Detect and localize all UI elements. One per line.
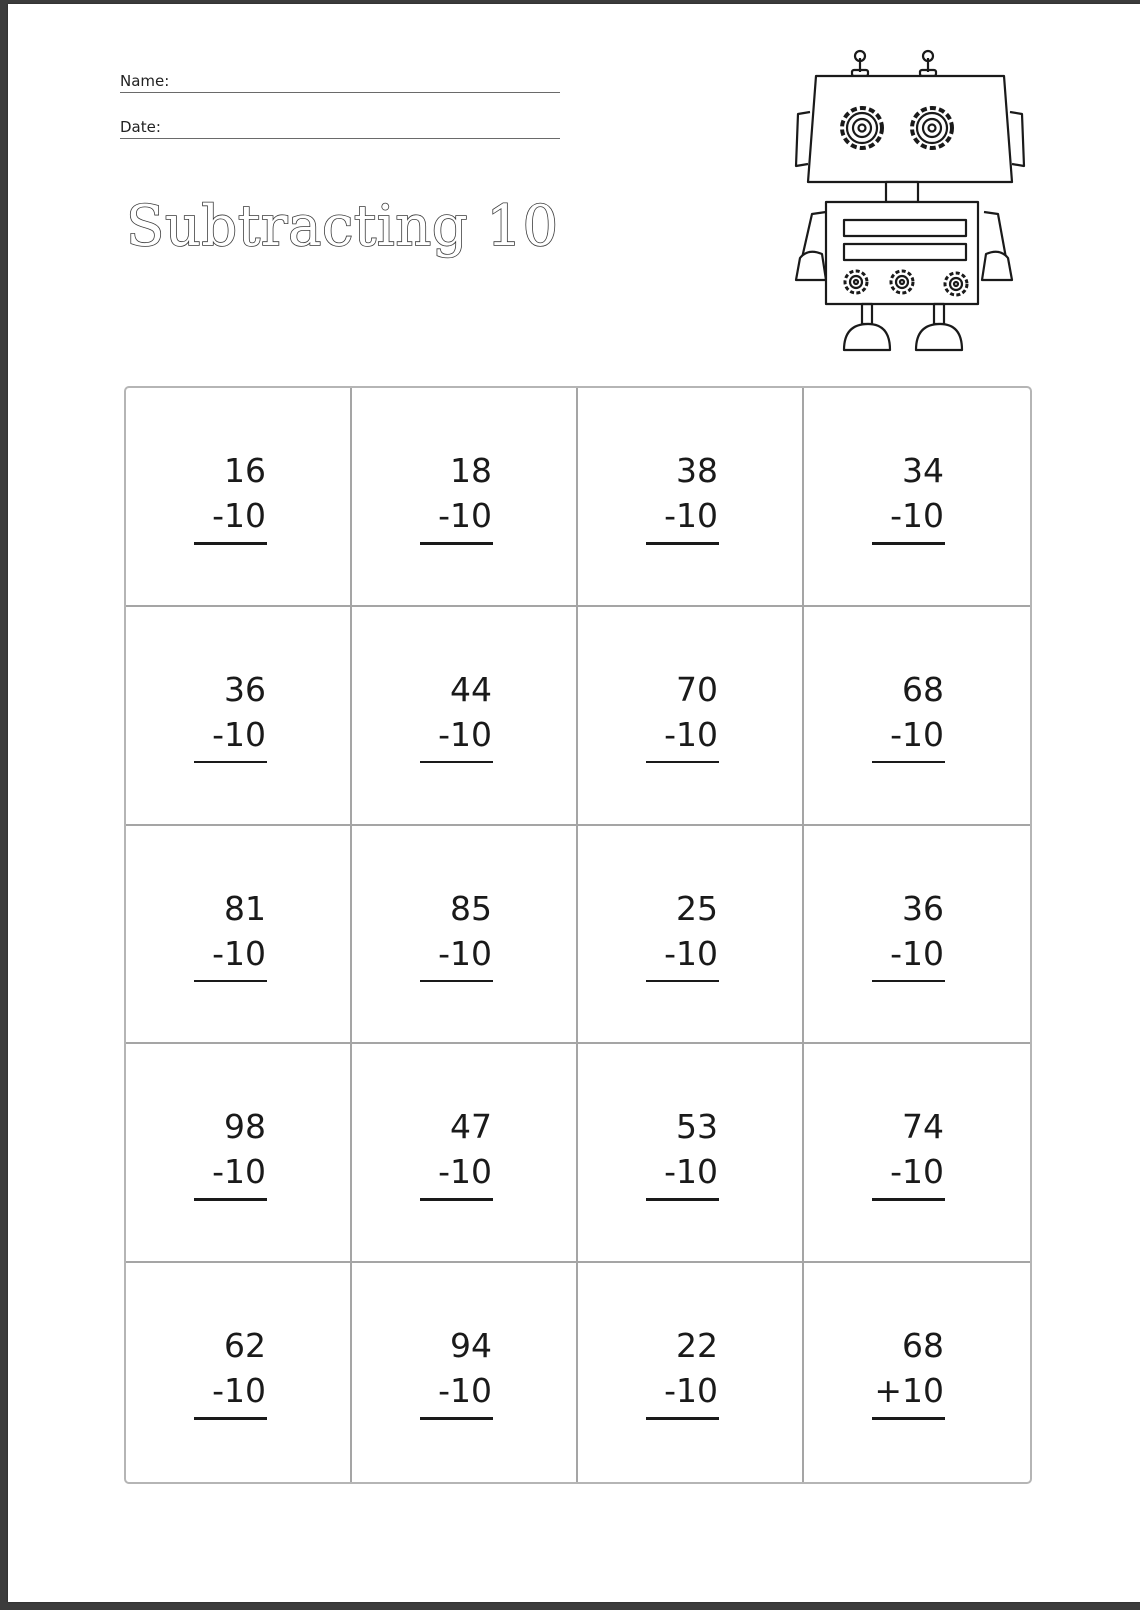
subtraction-problem — [420, 886, 492, 976]
answer-line[interactable] — [646, 980, 719, 983]
problem-cell — [126, 1044, 352, 1263]
subtraction-problem — [872, 1323, 944, 1413]
robot-hand — [796, 252, 826, 280]
subtrahend: -10 — [212, 496, 266, 535]
subtraction-problem — [646, 1104, 718, 1194]
subtraction-problem — [872, 1104, 944, 1194]
date-field[interactable] — [120, 116, 560, 139]
subtraction-problem — [872, 886, 944, 976]
subtrahend: -10 — [664, 714, 718, 754]
subtraction-problem — [420, 1323, 492, 1413]
answer-line[interactable] — [646, 761, 719, 764]
subtraction-problem — [194, 448, 266, 538]
problem-cell — [804, 1044, 1030, 1263]
answer-line[interactable] — [420, 1198, 493, 1201]
robot-foot — [844, 324, 890, 350]
subtrahend: -10 — [664, 933, 718, 973]
subtrahend: -10 — [890, 933, 944, 973]
minuend: 16 — [224, 451, 266, 490]
answer-line[interactable] — [194, 542, 267, 545]
date-label: Date: — [120, 118, 161, 136]
minuend: 68 — [902, 669, 944, 709]
problem-cell — [578, 1044, 804, 1263]
subtrahend: -10 — [212, 1371, 266, 1411]
subtraction-problem — [646, 886, 718, 976]
problem-cell — [578, 826, 804, 1045]
minuend: 44 — [450, 669, 492, 709]
problem-cell — [352, 1044, 578, 1263]
answer-line[interactable] — [872, 1198, 945, 1201]
subtraction-problem — [194, 1323, 266, 1413]
minuend: 74 — [902, 1107, 944, 1147]
minuend: 98 — [224, 1107, 266, 1147]
minuend: 36 — [902, 888, 944, 928]
subtrahend: -10 — [664, 496, 718, 535]
answer-line[interactable] — [646, 1417, 719, 1420]
subtrahend: -10 — [890, 496, 944, 535]
minuend: 47 — [450, 1107, 492, 1147]
subtraction-problem — [646, 667, 718, 757]
answer-line[interactable] — [420, 1417, 493, 1420]
subtrahend: -10 — [438, 714, 492, 754]
subtrahend: -10 — [212, 1152, 266, 1192]
problem-cell — [804, 607, 1030, 826]
subtrahend: -10 — [438, 1152, 492, 1192]
subtrahend: -10 — [438, 496, 492, 535]
subtrahend: -10 — [212, 933, 266, 973]
problem-cell — [804, 826, 1030, 1045]
subtraction-problem — [646, 448, 718, 538]
subtrahend: -10 — [664, 1152, 718, 1192]
problem-cell — [126, 1263, 352, 1482]
minuend: 25 — [676, 888, 718, 928]
minuend: 94 — [450, 1326, 492, 1366]
minuend: 38 — [676, 451, 718, 490]
answer-line[interactable] — [194, 761, 267, 764]
problem-cell — [352, 826, 578, 1045]
problem-cell — [804, 1263, 1030, 1482]
page-title: Subtracting 10 — [126, 194, 559, 259]
problem-cell — [126, 388, 352, 607]
minuend: 68 — [902, 1326, 944, 1366]
problem-cell — [352, 388, 578, 607]
answer-line[interactable] — [872, 761, 945, 764]
minuend: 34 — [902, 451, 944, 490]
problem-cell — [126, 607, 352, 826]
minuend: 81 — [224, 888, 266, 928]
answer-line[interactable] — [420, 980, 493, 983]
minuend: 18 — [450, 451, 492, 490]
answer-line[interactable] — [646, 1198, 719, 1201]
subtrahend: -10 — [212, 714, 266, 754]
subtraction-problem — [194, 667, 266, 757]
answer-line[interactable] — [872, 1417, 945, 1420]
subtraction-problem — [646, 1323, 718, 1413]
answer-line[interactable] — [420, 542, 493, 545]
answer-line[interactable] — [194, 1198, 267, 1201]
minuend: 85 — [450, 888, 492, 928]
minuend: 53 — [676, 1107, 718, 1147]
answer-line[interactable] — [872, 980, 945, 983]
minuend: 22 — [676, 1326, 718, 1366]
problem-grid — [124, 386, 1032, 1484]
subtraction-problem — [872, 448, 944, 538]
problem-cell — [578, 388, 804, 607]
minuend: 70 — [676, 669, 718, 709]
subtraction-problem — [194, 886, 266, 976]
name-label: Name: — [120, 72, 170, 90]
problem-cell — [352, 607, 578, 826]
robot-icon — [794, 44, 1034, 364]
subtrahend: +10 — [874, 1371, 944, 1411]
problem-cell — [126, 826, 352, 1045]
subtrahend: -10 — [438, 933, 492, 973]
answer-line[interactable] — [646, 542, 719, 545]
name-field[interactable] — [120, 70, 560, 93]
problem-cell — [804, 388, 1030, 607]
robot-foot — [916, 324, 962, 350]
antenna-icon — [852, 51, 936, 76]
worksheet-page — [8, 4, 1140, 1602]
minuend: 36 — [224, 669, 266, 709]
subtraction-problem — [420, 1104, 492, 1194]
subtrahend: -10 — [438, 1371, 492, 1411]
subtraction-problem — [872, 667, 944, 757]
problem-cell — [578, 607, 804, 826]
problem-cell — [352, 1263, 578, 1482]
answer-line[interactable] — [420, 761, 493, 764]
answer-line[interactable] — [194, 980, 267, 983]
subtrahend: -10 — [890, 714, 944, 754]
subtraction-problem — [420, 667, 492, 757]
subtrahend: -10 — [664, 1371, 718, 1411]
subtraction-problem — [194, 1104, 266, 1194]
robot-hand — [982, 252, 1012, 280]
answer-line[interactable] — [194, 1417, 267, 1420]
answer-line[interactable] — [872, 542, 945, 545]
minuend: 62 — [224, 1326, 266, 1366]
subtraction-problem — [420, 448, 492, 538]
problem-cell — [578, 1263, 804, 1482]
subtrahend: -10 — [890, 1152, 944, 1192]
robot-head — [808, 76, 1012, 182]
